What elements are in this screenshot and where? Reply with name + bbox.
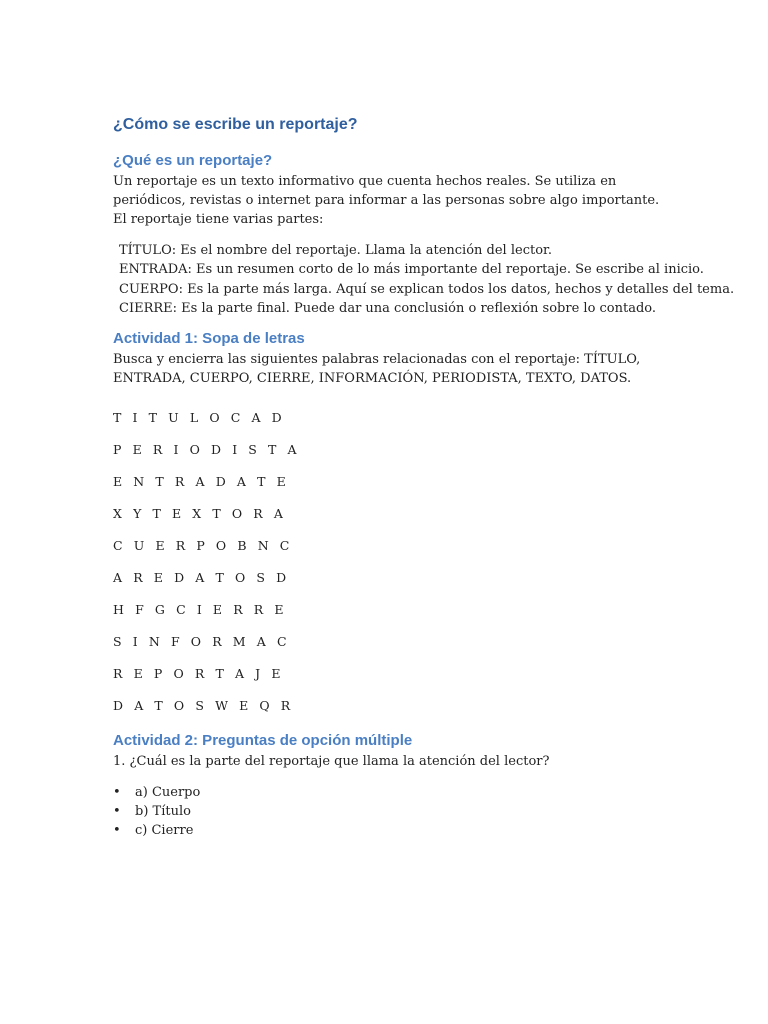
answer-option-label: a) Cuerpo — [135, 785, 201, 801]
answer-option-label: b) Título — [135, 804, 191, 820]
part-titulo: TÍTULO: Es el nombre del reportaje. Llama la atención del lector. — [119, 243, 552, 258]
document-content — [113, 113, 735, 840]
word-search-row: R E P O R T A J E — [113, 666, 285, 682]
part-cuerpo: CUERPO: Es la parte más larga. Aquí se explican todos los datos, hechos y detalles del tema. — [119, 281, 735, 297]
activity1-instructions: Busca y encierra las siguientes palabras relacionadas con el reportaje: TÍTULO, ENTRADA, CUERPO, CIERRE, INFORMACIÓN, PERIODISTA, TEXTO, DATOS. — [113, 352, 641, 387]
part-cierre: CIERRE: Es la parte final. Puede dar una conclusión o reflexión sobre lo contado. — [119, 300, 657, 316]
word-search-row: T I T U L O C A D — [113, 410, 286, 426]
report-parts-list — [113, 241, 735, 318]
bullet-icon: • — [113, 804, 121, 820]
word-search-row: D A T O S W E Q R — [113, 698, 294, 714]
activity1-heading: Actividad 1: Sopa de letras — [113, 330, 305, 348]
word-search-row: P E R I O D I S T A — [113, 442, 301, 458]
section-heading-que-es: ¿Qué es un reportaje? — [113, 152, 273, 169]
activity2-heading: Actividad 2: Preguntas de opción múltiple — [113, 732, 413, 750]
answer-options-list — [113, 783, 673, 840]
word-search-row: H F G C I E R R E — [113, 602, 288, 618]
answer-option — [113, 821, 673, 840]
word-search-row: X Y T E X T O R A — [113, 506, 287, 522]
bullet-icon: • — [113, 823, 121, 839]
word-search-row: C U E R P O B N C — [113, 538, 293, 554]
answer-option — [113, 802, 673, 821]
intro-paragraph: Un reportaje es un texto informativo que cuenta hechos reales. Se utiliza en periódicos, revistas o internet para informar a las personas sobre algo importante. El reportaje tiene varias partes: — [113, 174, 660, 227]
word-search-row: S I N F O R M A C — [113, 634, 291, 650]
answer-option-label: c) Cierre — [135, 823, 194, 839]
answer-option — [113, 783, 673, 802]
word-search-row: A R E D A T O S D — [113, 570, 290, 586]
document-title: ¿Cómo se escribe un reportaje? — [113, 116, 358, 133]
word-search-row: E N T R A D A T E — [113, 474, 290, 490]
word-search-grid — [113, 402, 673, 722]
bullet-icon: • — [113, 785, 121, 801]
part-entrada: ENTRADA: Es un resumen corto de lo más importante del reportaje. Se escribe al inicio. — [119, 262, 704, 278]
question-1: 1. ¿Cuál es la parte del reportaje que llama la atención del lector? — [113, 754, 550, 770]
